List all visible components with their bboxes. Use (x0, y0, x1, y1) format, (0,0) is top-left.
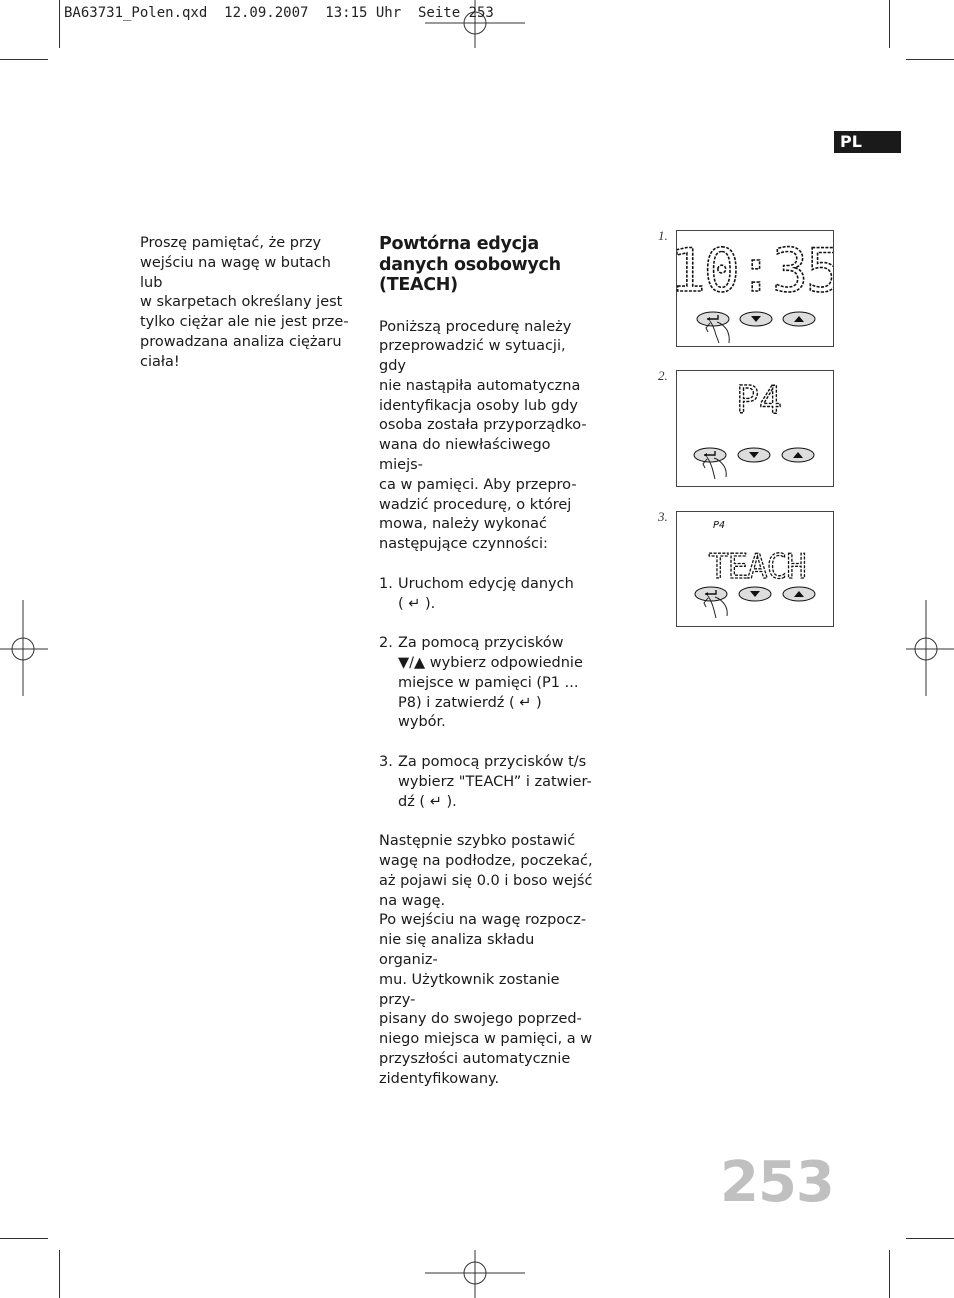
lcd-readout: P4 (736, 378, 782, 422)
text-line: Następnie szybko postawić (379, 833, 576, 850)
registration-mark-left (0, 600, 48, 696)
crop-mark (889, 0, 890, 48)
text-line: niego miejsca w pamięci, a w (379, 1031, 593, 1048)
text-line: mowa, należy wykonać (379, 516, 548, 533)
intro-paragraph (379, 318, 597, 556)
down-button (738, 448, 770, 462)
text-line: aż pojawi się 0.0 i boso wejść (379, 872, 593, 889)
crop-mark (0, 1238, 48, 1239)
enter-button (697, 312, 729, 326)
text-line: Poniższą procedurę należy (379, 318, 572, 335)
text-line: dź ( ↵ ). (398, 793, 457, 810)
lcd-readout: 10:35 (677, 236, 833, 306)
text-line: ca w pamięci. Aby przepro- (379, 476, 577, 493)
scale-display-1 (676, 230, 834, 347)
text-line: wagę na podłodze, poczekać, (379, 853, 593, 870)
note-line: ciała! (140, 353, 180, 370)
step-2 (379, 634, 597, 733)
text-line: P8) i zatwierdź ( ↵ ) (398, 694, 542, 711)
scale-display-svg (677, 371, 833, 486)
text-line: na wagę. (379, 892, 446, 909)
outro-paragraph (379, 832, 597, 1089)
section-title-line: danych osobowych (379, 254, 561, 275)
lcd-sub-readout: P4 (713, 520, 726, 531)
text-line: miejsce w pamięci (P1 ... (398, 674, 579, 691)
figure-number: 2. (658, 368, 668, 383)
text-line: Za pomocą przycisków (398, 635, 564, 652)
scale-display-svg (677, 231, 833, 346)
text-line: wybierz "TEACH” i zatwier- (398, 773, 592, 790)
page-number: 253 (720, 1150, 834, 1215)
up-button (783, 312, 815, 326)
text-line: mu. Użytkownik zostanie przy- (379, 971, 560, 1008)
step-3 (379, 753, 597, 812)
registration-mark-bottom (425, 1250, 525, 1298)
text-line: pisany do swojego poprzed- (379, 1011, 582, 1028)
scale-display-3 (676, 511, 834, 627)
text-line: osoba została przyporządko- (379, 417, 587, 434)
step-number: 1. (379, 575, 393, 592)
section-title-line: (TEACH) (379, 275, 458, 295)
text-line: Po wejściu na wagę rozpocz- (379, 912, 587, 929)
text-line: zidentyfikowany. (379, 1070, 500, 1087)
up-button (782, 448, 814, 462)
section-title (379, 234, 597, 296)
up-button (783, 587, 815, 601)
enter-button (695, 587, 727, 601)
scale-display-svg (677, 512, 833, 626)
note-line: tylko ciężar ale nie jest prze- (140, 314, 349, 331)
text-line: ▼/▲ wybierz odpowiednie (398, 655, 583, 672)
down-button (739, 587, 771, 601)
crop-mark (889, 1250, 890, 1298)
text-line: wana do niewłaściwego miejs- (379, 437, 551, 474)
crop-mark (59, 1250, 60, 1298)
figure-number: 1. (658, 228, 668, 243)
text-line: nie się analiza składu organiz- (379, 932, 535, 968)
step-number: 2. (379, 635, 393, 652)
instructions-column (379, 234, 597, 1090)
step-text (398, 753, 597, 812)
step-1 (379, 575, 597, 615)
crop-mark (906, 59, 954, 60)
step-text (398, 575, 597, 615)
crop-mark (0, 59, 48, 60)
scale-display-2 (676, 370, 834, 487)
text-line: identyfikacja osoby lub gdy (379, 397, 578, 414)
crop-mark (59, 0, 60, 48)
lcd-readout: TEACH (708, 547, 806, 587)
registration-mark-right (906, 600, 954, 696)
language-tag: PL (834, 131, 901, 153)
step-text (398, 634, 597, 733)
note-line: w skarpetach określany jest (140, 294, 343, 311)
text-line: następujące czynności: (379, 536, 548, 553)
text-line: nie nastąpiła automatyczna (379, 377, 581, 394)
text-line: Za pomocą przycisków t/s (398, 754, 587, 771)
crop-mark (906, 1238, 954, 1239)
down-button (740, 312, 772, 326)
text-line: wybór. (398, 714, 446, 731)
text-line: przyszłości automatycznie (379, 1050, 571, 1067)
section-title-line: Powtórna edycja (379, 234, 539, 254)
note-column (140, 234, 355, 373)
note-line: wejściu na wagę w butach lub (140, 254, 331, 291)
print-slug: BA63731_Polen.qxd 12.09.2007 13:15 Uhr Seite 253 (64, 5, 494, 21)
text-line: wadzić procedurę, o której (379, 496, 572, 513)
text-line: przeprowadzić w sytuacji, gdy (379, 338, 566, 375)
enter-button (694, 448, 726, 462)
note-line: prowadzana analiza ciężaru (140, 333, 342, 350)
text-line: Uruchom edycję danych (398, 575, 574, 592)
figure-number: 3. (658, 509, 668, 524)
step-number: 3. (379, 754, 393, 771)
text-line: ( ↵ ). (398, 595, 436, 612)
note-line: Proszę pamiętać, że przy (140, 235, 322, 251)
